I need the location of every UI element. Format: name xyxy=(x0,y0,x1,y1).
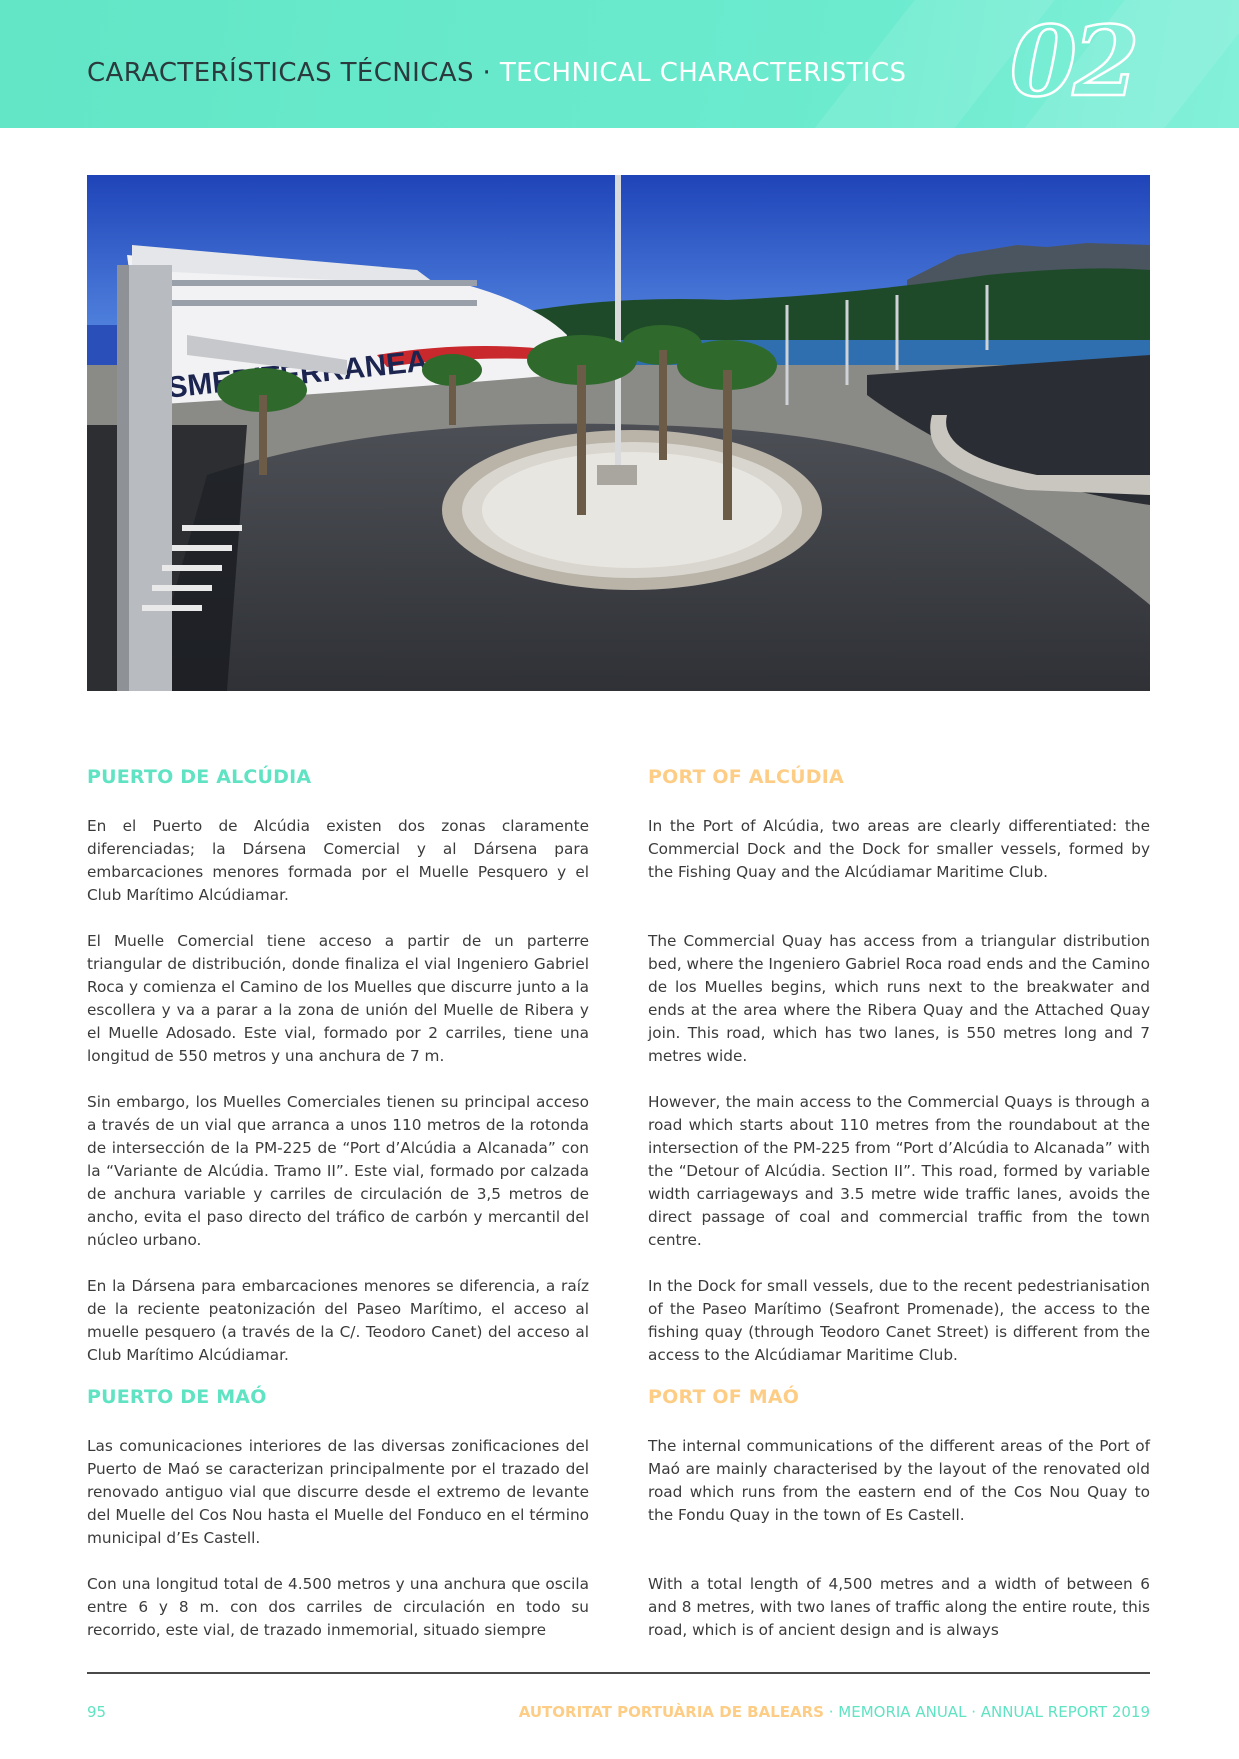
footer-separator: · xyxy=(966,1703,981,1721)
paragraph-en-alcudia-2: The Commercial Quay has access from a triangular distribution bed, where the Ingeniero Gabriel Roca road ends and the Camino de los Muelles begins, which runs next to the breakwater and ends at the area where the Ribera Quay and the Attached Quay join. This road, which has two lanes, is 550 metres long and 7 metres wide. xyxy=(648,932,1150,1065)
footer-organization: AUTORITAT PORTUÀRIA DE BALEARS xyxy=(518,1703,824,1721)
heading-port-mao: PORT OF MAÓ xyxy=(648,1386,800,1408)
section-title-en: TECHNICAL CHARACTERISTICS xyxy=(499,58,907,88)
heading-port-alcudia: PORT OF ALCÚDIA xyxy=(648,766,844,788)
section-title xyxy=(87,58,906,88)
paragraph-es-alcudia-1: En el Puerto de Alcúdia existen dos zonas claramente diferenciadas; la Dársena Comercial y al Dársena para embarcaciones menores formada por el Muelle Pesquero y el Club Marítimo Alcúdiamar. xyxy=(87,817,589,904)
footer-report-es: MEMORIA ANUAL xyxy=(838,1703,967,1721)
harbour-photo xyxy=(87,175,1150,691)
footer-publication xyxy=(519,1703,1150,1721)
paragraph-es-alcudia-4: En la Dársena para embarcaciones menores se diferencia, a raíz de la reciente peatonización del Paseo Marítimo, el acceso al muelle pesquero (a través de la C/. Teodoro Canet) del acceso al Club Marítimo Alcúdiamar. xyxy=(87,1277,589,1364)
paragraph-en-alcudia-4: In the Dock for small vessels, due to the recent pedestrianisation of the Paseo Marítimo (Seafront Promenade), the access to the fishing quay (through Teodoro Canet Street) is different from the access to the Alcúdiamar Maritime Club. xyxy=(648,1277,1150,1364)
chapter-number: 02 xyxy=(1010,5,1136,118)
footer-divider xyxy=(87,1672,1150,1674)
paragraph-en-mao-1: The internal communications of the different areas of the Port of Maó are mainly characterised by the layout of the renovated old road which runs from the eastern end of the Cos Nou Quay to the Fondu Quay in the town of Es Castell. xyxy=(648,1437,1150,1524)
paragraph-en-alcudia-1: In the Port of Alcúdia, two areas are clearly differentiated: the Commercial Dock and the Dock for smaller vessels, formed by the Fishing Quay and the Alcúdiamar Maritime Club. xyxy=(648,817,1150,881)
paragraph-en-mao-2: With a total length of 4,500 metres and a width of between 6 and 8 metres, with two lanes of traffic along the entire route, this road, which is of ancient design and is always xyxy=(648,1575,1150,1639)
paragraph-es-mao-2: Con una longitud total de 4.500 metros y una anchura que oscila entre 6 y 8 m. con dos carriles de circulación en todo su recorrido, este vial, de trazado inmemorial, situado siempre xyxy=(87,1575,589,1639)
paragraph-es-alcudia-2: El Muelle Comercial tiene acceso a partir de un parterre triangular de distribución, donde finaliza el vial Ingeniero Gabriel Roca y comienza el Camino de los Muelles que discurre junto a la escollera y va a parar a la zona de unión del Muelle de Ribera y el Muelle Adosado. Este vial, formado por 2 carriles, tiene una longitud de 550 metros y una anchura de 7 m. xyxy=(87,932,589,1065)
heading-puerto-alcudia: PUERTO DE ALCÚDIA xyxy=(87,766,312,788)
section-title-es: CARACTERÍSTICAS TÉCNICAS xyxy=(87,58,474,88)
heading-puerto-mao: PUERTO DE MAÓ xyxy=(87,1386,267,1408)
harbour-roundabout-illustration xyxy=(87,175,1150,691)
paragraph-es-alcudia-3: Sin embargo, los Muelles Comerciales tienen su principal acceso a través de un vial que arranca a unos 110 metros de la rotonda de intersección de la PM-225 de “Port d’Alcúdia a Alcanada” con la “Variante de Alcúdia. Tramo II”. Este vial, formado por calzada de anchura variable y carriles de circulación de 3,5 metros de ancho, evita el paso directo del tráfico de carbón y mercantil del núcleo urbano. xyxy=(87,1093,589,1249)
footer-separator: · xyxy=(823,1703,839,1721)
footer-report-en: ANNUAL REPORT 2019 xyxy=(980,1703,1150,1721)
header-banner xyxy=(0,0,1239,128)
paragraph-es-mao-1: Las comunicaciones interiores de las diversas zonificaciones del Puerto de Maó se caracterizan principalmente por el trazado del renovado antiguo vial que discurre desde el extremo de levante del Muelle del Cos Nou hasta el Muelle del Fonduco en el término municipal d’Es Castell. xyxy=(87,1437,589,1547)
page-number: 95 xyxy=(87,1703,107,1721)
paragraph-en-alcudia-3: However, the main access to the Commercial Quays is through a road which starts about 110 metres from the roundabout at the intersection of the PM-225 from “Port d’Alcúdia to Alcanada” with the “Detour of Alcúdia. Section II”. This road, formed by variable width carriageways and 3.5 metre wide traffic lanes, avoids the direct passage of coal and commercial traffic from the town centre. xyxy=(648,1093,1150,1249)
title-separator: · xyxy=(473,58,500,88)
